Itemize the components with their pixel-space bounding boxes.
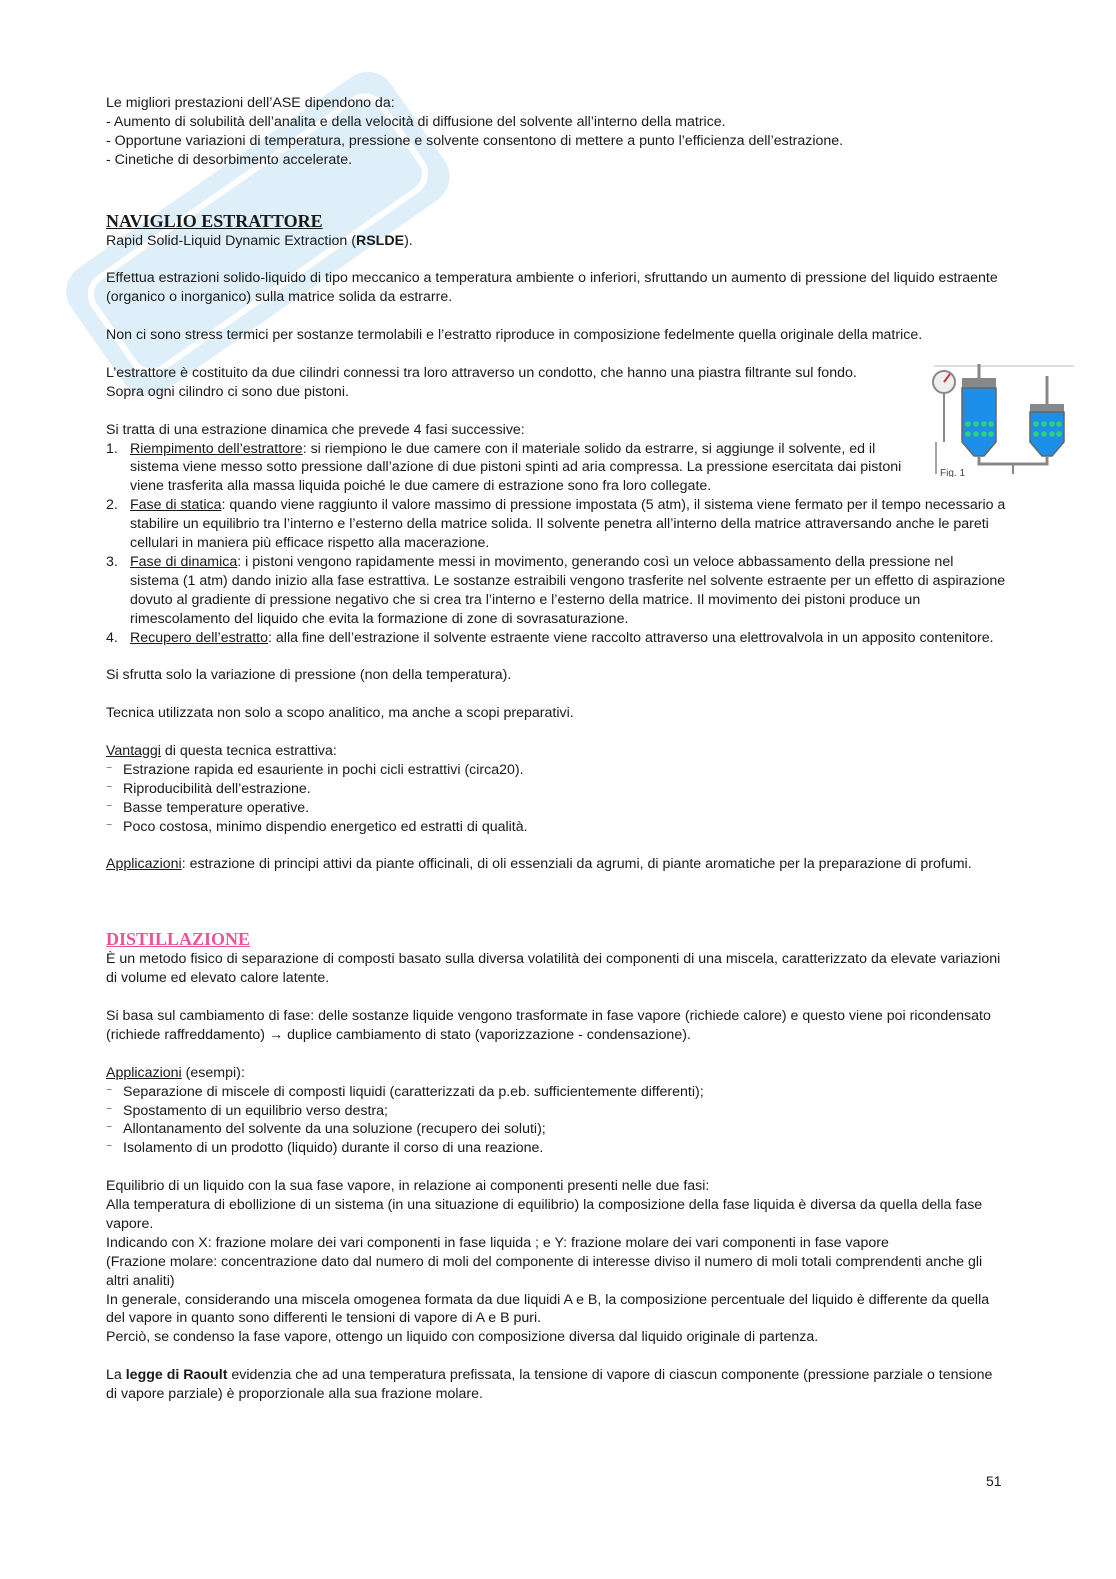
list-item: 2. Fase di statica: quando viene raggiunto il valore massimo di pressione impostata (5 atm), il sistema viene fermato per il tempo necessario a stabilire un equilibrio tra l’interno e l’esterno della matrice solida. Il solvente penetra all’interno della matrice attraversando anche le pareti cellulari in maniera più efficace rispetto alla macerazione.: [106, 497, 1006, 552]
figure-caption: Fig. 1: [940, 468, 966, 477]
paragraph: È un metodo fisico di separazione di composti basato sulla diversa volatilità dei componenti di una miscela, caratterizzato da elevate variazioni di volume ed elevato calore latente.: [106, 951, 1001, 987]
page-number: 51: [986, 1473, 1002, 1489]
paragraph: Indicando con X: frazione molare dei vari componenti in fase liquida ; e Y: frazione molare dei vari componenti in fase vapore: [106, 1234, 889, 1251]
raoult-paragraph: La legge di Raoult evidenzia che ad una temperatura prefissata, la tensione di vapore di ciascun componente (pressione parziale o tensione di vapore parziale) è proporzionale alla sua frazione molare.: [106, 1367, 993, 1403]
applications-paragraph: Applicazioni: estrazione di principi attivi da piante officinali, di oli essenziali da agrumi, di piante aromatiche per la preparazione di profumi.: [106, 856, 972, 873]
intro-item: - Cinetiche di desorbimento accelerate.: [106, 151, 353, 168]
list-item: ⁻ Spostamento di un equilibrio verso destra;: [106, 1102, 388, 1119]
list-item: ⁻ Poco costosa, minimo dispendio energetico ed estratti di qualità.: [106, 818, 528, 835]
paragraph: (Frazione molare: concentrazione dato dal numero di moli del componente di interesse diviso il numero di moli totali comprendenti anche gli altri analiti): [106, 1253, 983, 1289]
paragraph: Non ci sono stress termici per sostanze termolabili e l’estratto riproduce in composizione fedelmente quella originale della matrice.: [106, 327, 923, 344]
advantages-heading: Vantaggi di questa tecnica estrattiva:: [106, 742, 337, 759]
list-item: 4. Recupero dell’estratto: alla fine dell’estrazione il solvente estraente viene raccolto attraverso una elettrovalvola in un apposito contenitore.: [106, 629, 994, 646]
advantages-list: [106, 761, 1006, 837]
list-item: 3. Fase di dinamica: i pistoni vengono rapidamente messi in movimento, generando così un veloce abbassamento della pressione nel sistema (1 atm) dando inizio alla fase estrattiva. Le sostanze estraibili vengono trasferite nel solvente estraente per un effetto di aspirazione dovuto al gradiente di pressione negativo che si crea tra l’interno e l’esterno della matrice. Il movimento dei pistoni produce un rimescolamento del liquido che evita la formazione di zone di sovrasaturazione.: [106, 553, 1006, 627]
list-item: 1. Riempimento dell’estrattore: si riempiono le due camere con il materiale solido da estrarre, si aggiunge il solvente, ed il sistema viene messo sotto pressione dall’azione di due pistoni spinti ad aria compressa. La pressione esercitata dai pistoni viene trasferita alla massa liquida poiché le due camere di estrazione sono fra loro collegate.: [106, 440, 902, 495]
intro-item: - Aumento di solubilità dell’analita e della velocità di diffusione del solvente all’interno della matrice.: [106, 113, 726, 130]
list-item: ⁻ Basse temperature operative.: [106, 799, 310, 816]
section-title-naviglio: NAVIGLIO ESTRATTORE: [106, 210, 323, 231]
paragraph: Si tratta di una estrazione dinamica che prevede 4 fasi successive:: [106, 421, 525, 438]
paragraph: Sopra ogni cilindro ci sono due pistoni.: [106, 383, 349, 400]
paragraph: Equilibrio di un liquido con la sua fase vapore, in relazione ai componenti presenti nelle due fasi:: [106, 1178, 710, 1195]
section-title-distillazione: DISTILLAZIONE: [106, 929, 251, 950]
list-item: ⁻ Allontanamento del solvente da una soluzione (recupero dei soluti);: [106, 1121, 546, 1138]
intro-line: Le migliori prestazioni dell’ASE dipendono da:: [106, 95, 395, 111]
paragraph: Perciò, se condenso la fase vapore, ottengo un liquido con composizione diversa dal liquido originale di partenza.: [106, 1329, 819, 1346]
paragraph: Effettua estrazioni solido-liquido di tipo meccanico a temperatura ambiente o inferiori, sfruttando un aumento di pressione del liquido estraente (organico o inorganico) sulla matrice solida da estrarre.: [106, 270, 998, 306]
paragraph: Tecnica utilizzata non solo a scopo analitico, ma anche a scopi preparativi.: [106, 705, 574, 722]
paragraph: Si sfrutta solo la variazione di pressione (non della temperatura).: [106, 667, 512, 684]
list-item: ⁻ Isolamento di un prodotto (liquido) durante il corso di una reazione.: [106, 1140, 544, 1157]
paragraph: L’estrattore è costituito da due cilindri connessi tra loro attraverso un condotto, che hanno una piastra filtrante sul fondo.: [106, 364, 857, 381]
list-item: ⁻ Riproducibilità dell’estrazione.: [106, 780, 311, 797]
intro-item: - Opportune variazioni di temperatura, pressione e solvente consentono di mettere a punto l’efficienza dell’estrazione.: [106, 132, 844, 149]
applications-heading: Applicazioni (esempi):: [106, 1064, 245, 1081]
document-page: [106, 94, 1006, 1404]
list-item: ⁻ Estrazione rapida ed esauriente in pochi cicli estrattivi (circa20).: [106, 761, 524, 778]
naviglio-subtitle: Rapid Solid-Liquid Dynamic Extraction (RSLDE).: [106, 232, 413, 249]
paragraph: Si basa sul cambiamento di fase: delle sostanze liquide vengono trasformate in fase vapore (richiede calore) e questo viene poi ricondensato (richiede raffreddamento) → duplice cambiamento di stato (vaporizzazione - condensazione).: [106, 1008, 991, 1043]
paragraph: Alla temperatura di ebollizione di un sistema (in una situazione di equilibrio) la composizione della fase liquida è diversa da quella della fase vapore.: [106, 1197, 983, 1232]
phases-list: [106, 440, 1006, 648]
list-item: ⁻ Separazione di miscele di composti liquidi (caratterizzati da p.eb. sufficientemente differenti);: [106, 1083, 704, 1100]
paragraph: In generale, considerando una miscela omogenea formata da due liquidi A e B, la composizione percentuale del liquido è differente da quella del vapore in quanto sono differenti le tensioni di vapore di A e B puri.: [106, 1291, 990, 1327]
applications-list: [106, 1083, 1006, 1159]
